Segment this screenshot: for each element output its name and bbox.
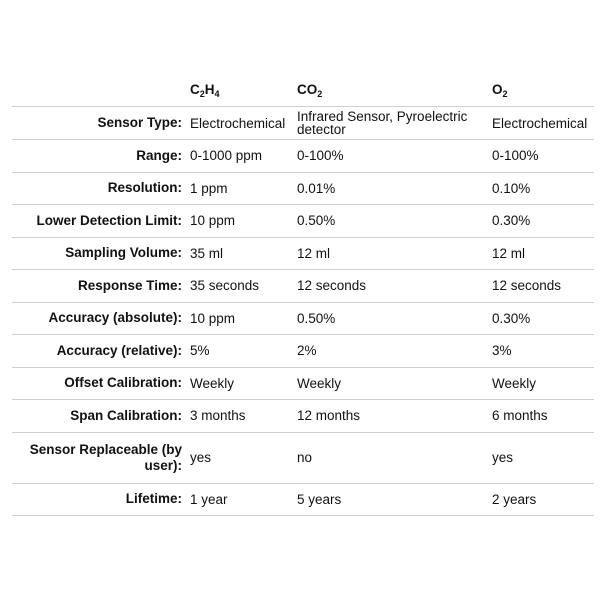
cell-co2: 0.50% [297, 310, 336, 326]
table-row-accuracy-absolute [12, 302, 594, 335]
table-row-offset-calibration [12, 367, 594, 400]
row-label: Span Calibration: [70, 407, 182, 423]
cell-o2: 3% [492, 343, 512, 359]
cell-o2: 0.30% [492, 213, 531, 229]
cell-o2: 0.10% [492, 180, 531, 196]
table-row-lifetime [12, 483, 594, 516]
table-row-accuracy-relative [12, 335, 594, 368]
cell-c2h4: 5% [190, 343, 210, 359]
table-row-sampling-volume [12, 237, 594, 270]
table-row-lower-detection-limit [12, 205, 594, 238]
row-label: Accuracy (relative): [56, 342, 182, 358]
row-label: Accuracy (absolute): [48, 310, 182, 326]
cell-c2h4: yes [190, 450, 212, 465]
table-row-sensor-replaceable [12, 432, 594, 483]
cell-c2h4: Electrochemical [190, 115, 286, 131]
cell-co2: 0.01% [297, 180, 336, 196]
table-row-range [12, 140, 594, 173]
cell-c2h4: 3 months [190, 408, 246, 424]
cell-c2h4: 35 ml [190, 245, 224, 261]
row-label: Sensor Replaceable (by user): [29, 441, 182, 473]
cell-c2h4: 10 ppm [190, 213, 236, 229]
table-row-resolution [12, 172, 594, 205]
table-row-span-calibration [12, 400, 594, 433]
cell-c2h4: 35 seconds [190, 278, 260, 294]
cell-co2: 5 years [297, 491, 342, 507]
column-header-co2: $CO_2$ [297, 81, 323, 99]
cell-co2: 0.50% [297, 213, 336, 229]
header-corner [12, 72, 188, 107]
table-row-response-time [12, 270, 594, 303]
table-row-sensor-type [12, 107, 594, 140]
cell-o2: 6 months [492, 408, 548, 424]
cell-o2: 0-100% [492, 148, 539, 164]
row-label: Lower Detection Limit: [36, 212, 182, 228]
cell-o2: 12 seconds [492, 278, 562, 294]
header-row [12, 72, 594, 107]
cell-o2: 2 years [492, 491, 537, 507]
cell-c2h4: 0-1000 ppm [190, 148, 263, 164]
cell-o2: 0.30% [492, 310, 531, 326]
row-label: Lifetime: [125, 491, 182, 507]
cell-co2: no [297, 450, 313, 465]
cell-c2h4: 1 ppm [190, 180, 228, 196]
row-label: Range: [136, 147, 182, 163]
cell-o2: yes [492, 450, 514, 465]
cell-co2: Weekly [297, 375, 342, 391]
cell-o2: 12 ml [492, 245, 526, 261]
cell-c2h4: 1 year [190, 491, 228, 507]
cell-co2: 2% [297, 343, 317, 359]
sensor-spec-table [12, 72, 594, 516]
cell-co2: 12 seconds [297, 278, 367, 294]
cell-o2: Electrochemical [492, 115, 588, 131]
cell-c2h4: 10 ppm [190, 310, 236, 326]
row-label: Response Time: [77, 277, 182, 293]
column-header-c2h4: $C_2H_4$ [190, 81, 220, 99]
cell-co2: 12 months [297, 408, 361, 424]
row-label: Resolution: [107, 180, 182, 196]
column-header-o2: $O_2$ [492, 81, 508, 99]
row-label: Offset Calibration: [64, 375, 182, 391]
cell-co2: Infrared Sensor, Pyroelectric detector [297, 109, 468, 137]
cell-co2: 0-100% [297, 148, 344, 164]
cell-o2: Weekly [492, 375, 537, 391]
cell-c2h4: Weekly [190, 375, 235, 391]
cell-co2: 12 ml [297, 245, 331, 261]
row-label: Sampling Volume: [65, 245, 182, 261]
row-label: Sensor Type: [97, 115, 182, 130]
